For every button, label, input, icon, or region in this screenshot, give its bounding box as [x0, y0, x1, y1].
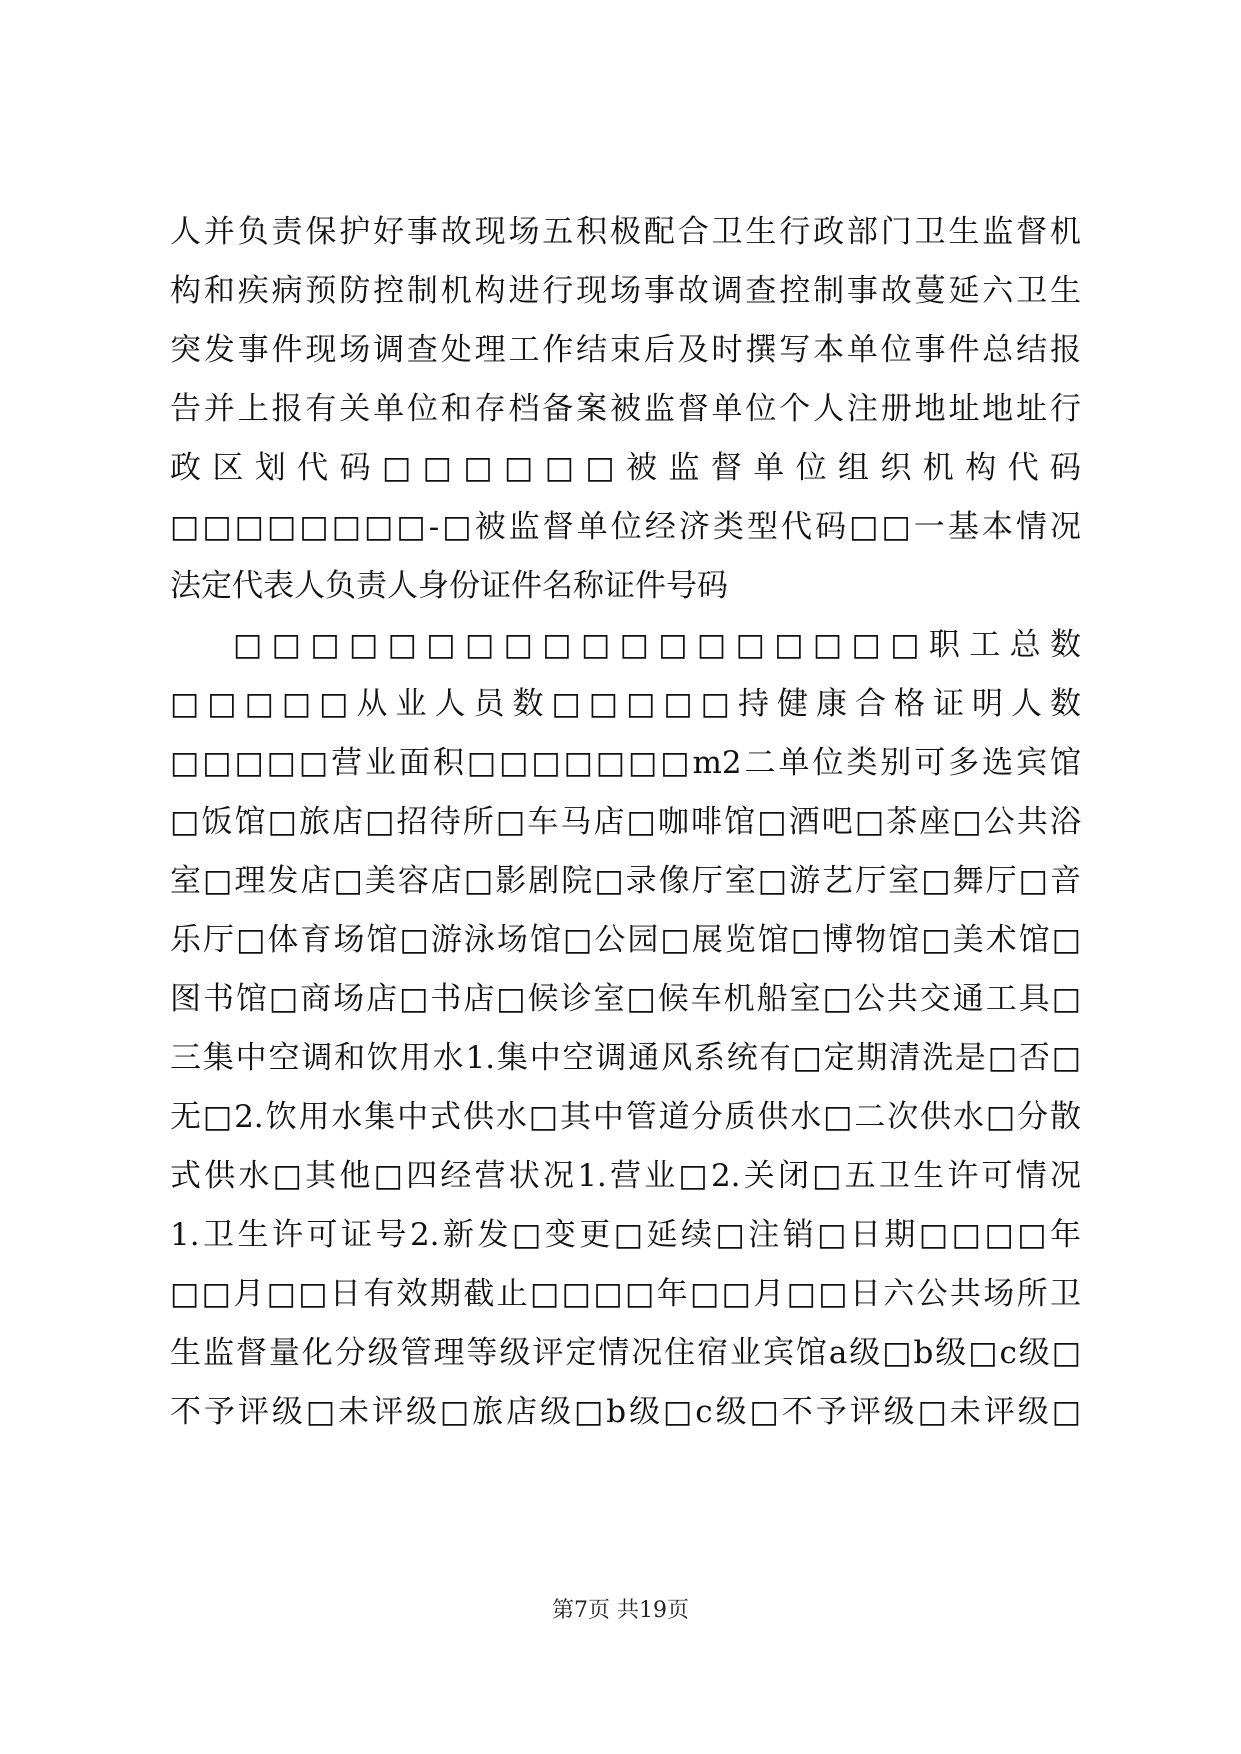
paragraph-line: 无□2.饮用水集中式供水□其中管道分质供水□二次供水□分散 [170, 1099, 1081, 1135]
paragraph-line: 图书馆□商场店□书店□候诊室□候车机船室□公共交通工具□ [170, 981, 1081, 1017]
paragraph-line: 乐厅□体育场馆□游泳场馆□公园□展览馆□博物馆□美术馆□ [170, 922, 1081, 958]
paragraph-line: 室□理发店□美容店□影剧院□录像厅室□游艺厅室□舞厅□音 [170, 863, 1081, 899]
paragraph-line: □□□□□营业面积□□□□□□□m2二单位类别可多选宾馆 [170, 745, 1081, 781]
paragraph-line: 告并上报有关单位和存档备案被监督单位个人注册地址地址行 [170, 391, 1081, 427]
paragraph-line: 生监督量化分级管理等级评定情况住宿业宾馆a级□b级□c级□ [170, 1335, 1081, 1371]
paragraph-line: □□□□□□□□□□□□□□□□□□职工总数 [233, 627, 1081, 663]
paragraph-line: □□□□□从业人员数□□□□□持健康合格证明人数 [170, 686, 1081, 722]
paragraph-line: 式供水□其他□四经营状况1.营业□2.关闭□五卫生许可情况 [170, 1158, 1081, 1194]
paragraph-line: □□□□□□□□-□被监督单位经济类型代码□□一基本情况 [170, 509, 1081, 545]
paragraph-line: 构和疾病预防控制机构进行现场事故调查控制事故蔓延六卫生 [170, 273, 1081, 309]
paragraph-line: □□月□□日有效期截止□□□□年□□月□□日六公共场所卫 [170, 1276, 1081, 1312]
paragraph-line: 1.卫生许可证号2.新发□变更□延续□注销□日期□□□□年 [170, 1217, 1081, 1253]
paragraph-line: 突发事件现场调查处理工作结束后及时撰写本单位事件总结报 [170, 332, 1081, 368]
page-footer: 第7页 共19页 [552, 1598, 689, 1623]
paragraph-line: □饭馆□旅店□招待所□车马店□咖啡馆□酒吧□茶座□公共浴 [170, 804, 1081, 840]
paragraph-line: 三集中空调和饮用水1.集中空调通风系统有□定期清洗是□否□ [170, 1040, 1081, 1076]
paragraph-line: 不予评级□未评级□旅店级□b级□c级□不予评级□未评级□ [170, 1394, 1081, 1430]
paragraph-line: 政区划代码□□□□□□被监督单位组织机构代码 [170, 450, 1081, 486]
paragraph-line: 法定代表人负责人身份证件名称证件号码 [170, 568, 728, 604]
paragraph-line: 人并负责保护好事故现场五积极配合卫生行政部门卫生监督机 [170, 214, 1081, 250]
